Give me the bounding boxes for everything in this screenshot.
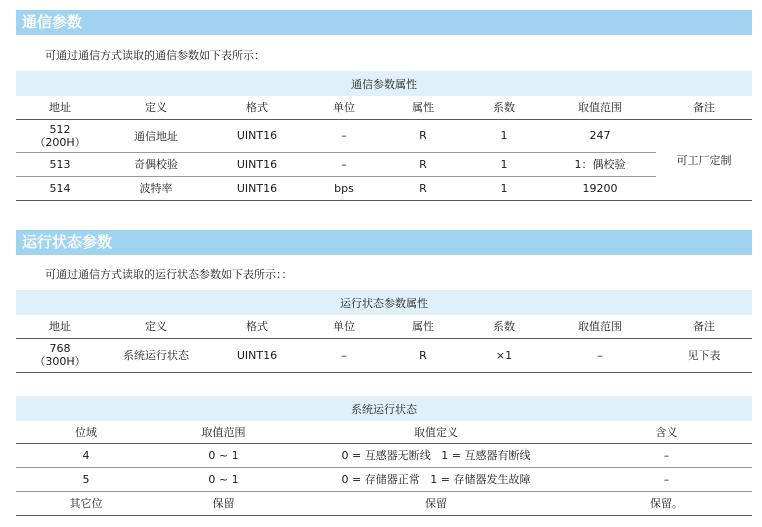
column-header: 属性	[382, 96, 464, 119]
section-title-status-params: 运行状态参数	[16, 230, 752, 255]
bit-cell: 其它位	[16, 491, 156, 515]
coefficient-cell: 1	[464, 176, 544, 200]
format-cell: UINT16	[208, 176, 306, 200]
address-decimal: 768	[49, 342, 71, 355]
table-row	[16, 491, 752, 515]
unit-cell: –	[306, 119, 382, 152]
definition-cell: 奇偶校验	[104, 152, 208, 176]
attribute-cell: R	[382, 176, 464, 200]
column-header: 格式	[208, 315, 306, 338]
column-header: 取值范围	[544, 315, 656, 338]
address-cell: 514	[16, 176, 104, 200]
column-header: 取值范围	[156, 421, 291, 443]
table-row	[16, 338, 752, 372]
range-cell: 19200	[544, 176, 656, 200]
section-intro-comm-params: 可通过通信方式读取的通信参数如下表所示：	[45, 49, 265, 62]
table-row	[16, 176, 752, 200]
comm-params-table	[16, 71, 752, 201]
meaning-cell: –	[581, 443, 752, 467]
section-intro-status-params: 可通过通信方式读取的运行状态参数如下表所示：：	[45, 268, 293, 281]
column-header: 备注	[656, 315, 752, 338]
attribute-cell: R	[382, 119, 464, 152]
note-cell: 见下表	[656, 338, 752, 372]
value-definition-cell: 0 = 存储器正常 1 = 存储器发生故障	[291, 467, 581, 491]
range-cell: 保留	[156, 491, 291, 515]
unit-cell: –	[306, 152, 382, 176]
column-header: 位域	[16, 421, 156, 443]
meaning-cell: –	[581, 467, 752, 491]
table-row	[16, 152, 752, 176]
note-cell: 可工厂定制	[656, 119, 752, 200]
address-decimal: 512	[49, 122, 71, 136]
section-title-comm-params: 通信参数	[16, 10, 752, 35]
column-header: 格式	[208, 96, 306, 119]
table-caption: 系统运行状态	[16, 396, 752, 421]
address-hex: （200H）	[34, 135, 86, 149]
range-cell: 0 ~ 1	[156, 443, 291, 467]
definition-cell: 通信地址	[104, 119, 208, 152]
column-header: 系数	[464, 315, 544, 338]
format-cell: UINT16	[208, 119, 306, 152]
address-hex: （300H）	[34, 355, 86, 368]
coefficient-cell: ×1	[464, 338, 544, 372]
address-cell	[16, 119, 104, 152]
column-header: 含义	[581, 421, 752, 443]
value-definition-cell: 保留	[291, 491, 581, 515]
bit-cell: 5	[16, 467, 156, 491]
column-header: 属性	[382, 315, 464, 338]
definition-cell: 系统运行状态	[104, 338, 208, 372]
attribute-cell: R	[382, 338, 464, 372]
table-row	[16, 119, 752, 152]
definition-cell: 波特率	[104, 176, 208, 200]
column-header: 单位	[306, 96, 382, 119]
column-header: 地址	[16, 315, 104, 338]
format-cell: UINT16	[208, 152, 306, 176]
format-cell: UINT16	[208, 338, 306, 372]
column-header: 系数	[464, 96, 544, 119]
unit-cell: bps	[306, 176, 382, 200]
unit-cell: –	[306, 338, 382, 372]
range-cell: 1：偶校验	[544, 152, 656, 176]
address-cell	[16, 338, 104, 372]
column-header: 定义	[104, 315, 208, 338]
column-header: 地址	[16, 96, 104, 119]
status-params-table	[16, 290, 752, 373]
column-header: 备注	[656, 96, 752, 119]
range-cell: 247	[544, 119, 656, 152]
table-row	[16, 467, 752, 491]
column-header: 取值定义	[291, 421, 581, 443]
table-row	[16, 443, 752, 467]
system-status-table	[16, 396, 752, 516]
address-cell: 513	[16, 152, 104, 176]
column-header: 定义	[104, 96, 208, 119]
coefficient-cell: 1	[464, 119, 544, 152]
table-caption: 运行状态参数属性	[16, 290, 752, 315]
table-caption: 通信参数属性	[16, 71, 752, 96]
range-cell: –	[544, 338, 656, 372]
value-definition-cell: 0 = 互感器无断线 1 = 互感器有断线	[291, 443, 581, 467]
meaning-cell: 保留。	[581, 491, 752, 515]
column-header: 单位	[306, 315, 382, 338]
column-header: 取值范围	[544, 96, 656, 119]
bit-cell: 4	[16, 443, 156, 467]
coefficient-cell: 1	[464, 152, 544, 176]
attribute-cell: R	[382, 152, 464, 176]
range-cell: 0 ~ 1	[156, 467, 291, 491]
